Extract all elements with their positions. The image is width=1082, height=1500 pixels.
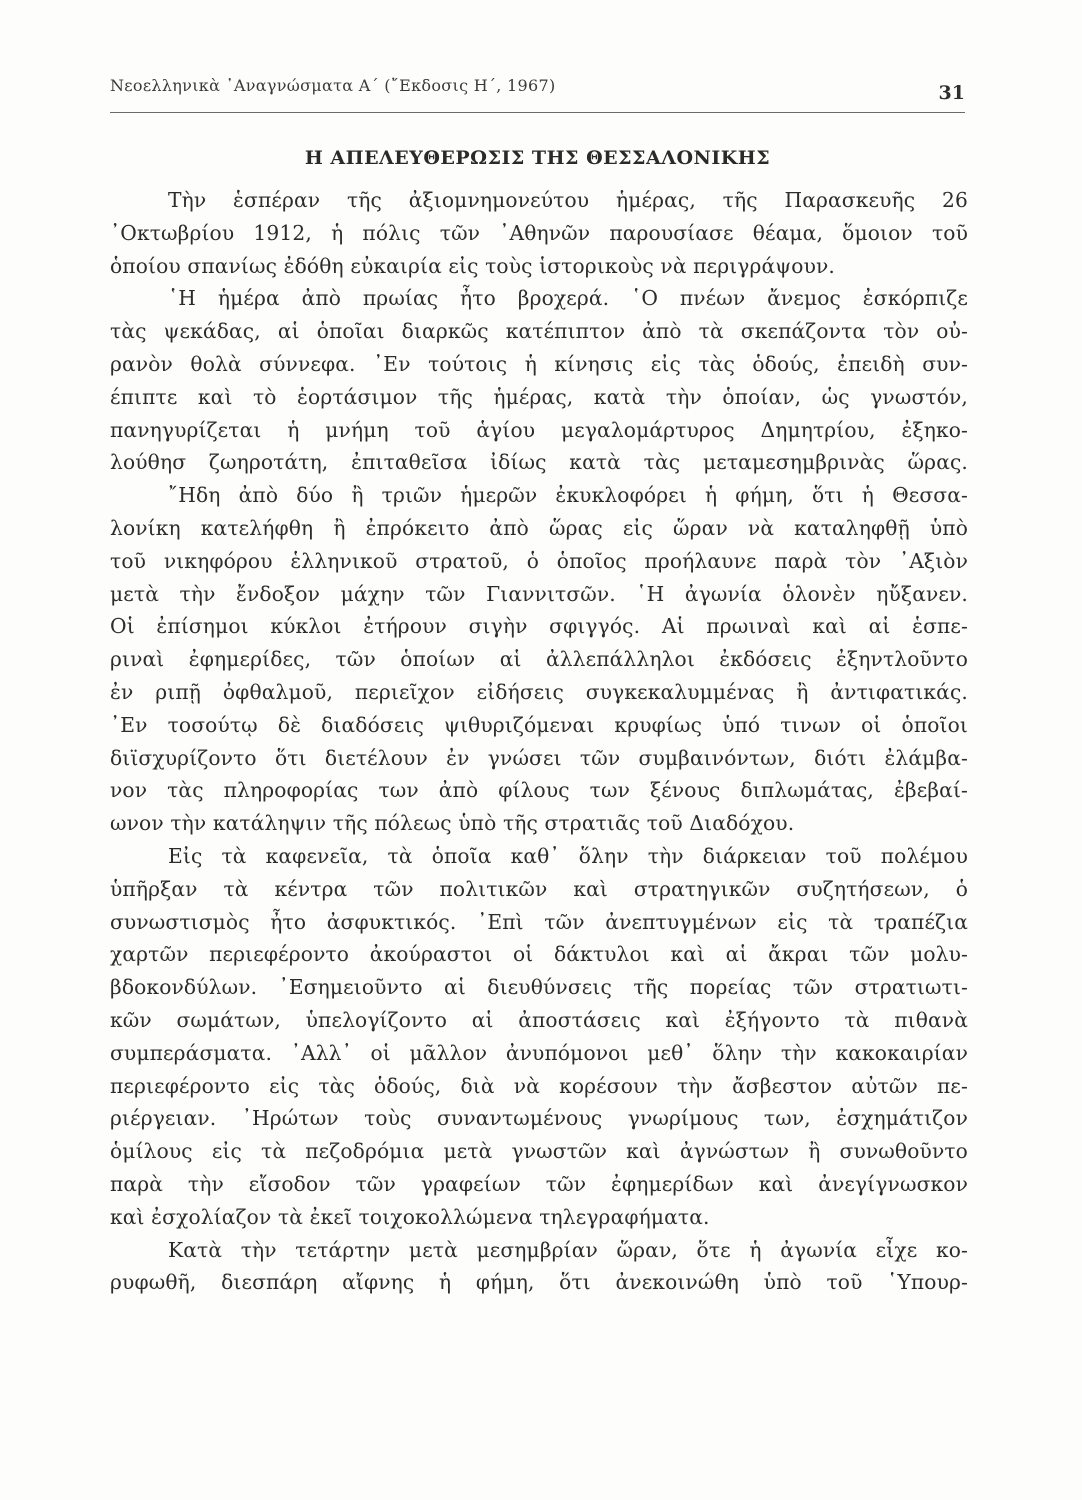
text-line: ῎Ηδη ἀπὸ δύο ἢ τριῶν ἡμερῶν ἐκυκλοφόρει ἡ φήμη, ὅτι ἡ Θεσσα- [168,483,968,508]
text-line: ρανὸν θολὰ σύννεφα. ᾿Εν τούτοις ἡ κίνησις εἰς τὰς ὁδούς, ἐπειδὴ συν- [110,351,968,376]
text-line: κῶν σωμάτων, ὑπελογίζοντο αἱ ἀποστάσεις καὶ ἐξήγοντο τὰ πιθανὰ [110,1007,968,1032]
text-line: ὑπῆρξαν τὰ κέντρα τῶν πολιτικῶν καὶ στρατηγικῶν συζητήσεων, ὁ [110,876,968,901]
text-line: ρυφωθῆ, διεσπάρη αἴφνης ἡ φήμη, ὅτι ἀνεκοινώθη ὑπὸ τοῦ ῾Υπουρ- [110,1270,968,1295]
text-line: ὁμίλους εἰς τὰ πεζοδρόμια μετὰ γνωστῶν καὶ ἀγνώστων ἢ συνωθοῦντο [110,1139,968,1164]
running-title: Νεοελληνικὰ ᾿Αναγνώσματα Α΄ (῎Εκδοσις Η΄, 1967) [110,76,556,95]
article-body [110,184,968,1299]
text-line: περιεφέροντο εἰς τὰς ὁδούς, διὰ νὰ κορέσουν τὴν ἄσβεστον αὐτῶν πε- [110,1073,968,1098]
text-line: παρὰ τὴν εἴσοδον τῶν γραφείων τῶν ἐφημερίδων καὶ ἀνεγίγνωσκον [110,1171,968,1196]
text-line: ᾿Εν τοσούτῳ δὲ διαδόσεις ψιθυριζόμεναι κρυφίως ὑπό τινων οἱ ὁποῖοι [110,712,968,737]
text-line: ριναὶ ἐφημερίδες, τῶν ὁποίων αἱ ἀλλεπάλληλοι ἐκδόσεις ἐξηντλοῦντο [110,647,968,672]
text-line: μετὰ τὴν ἔνδοξον μάχην τῶν Γιαννιτσῶν. ῾Η ἀγωνία ὁλονὲν ηὔξανεν. [110,581,968,606]
text-line: διϊσχυρίζοντο ὅτι διετέλουν ἐν γνώσει τῶν συμβαινόντων, διότι ἐλάμβα- [110,745,968,770]
text-line: ὁποίου σπανίως ἐδόθη εὐκαιρία εἰς τοὺς ἱστορικοὺς νὰ περιγράψουν. [110,253,835,278]
text-line: έπιπτε καὶ τὸ ἑορτάσιμον τῆς ἡμέρας, κατὰ τὴν ὁποίαν, ὡς γνωστόν, [110,384,968,409]
text-line: λονίκη κατελήφθη ἢ ἐπρόκειτο ἀπὸ ὥρας εἰς ὥραν νὰ καταληφθῇ ὑπὸ [110,515,968,540]
text-line: τὰς ψεκάδας, αἱ ὁποῖαι διαρκῶς κατέπιπτον ἀπὸ τὰ σκεπάζοντα τὸν οὐ- [110,319,968,344]
text-line: λούθησ ζωηροτάτη, ἐπιταθεῖσα ἰδίως κατὰ τὰς μεταμεσημβρινὰς ὥρας. [110,450,968,475]
text-line: τοῦ νικηφόρου ἑλληνικοῦ στρατοῦ, ὁ ὁποῖος προήλαυνε παρὰ τὸν ᾿Αξιὸν [110,548,968,573]
text-line: ᾿Οκτωβρίου 1912, ἡ πόλις τῶν ᾿Αθηνῶν παρουσίασε θέαμα, ὅμοιον τοῦ [110,220,968,245]
text-line: Οἱ ἐπίσημοι κύκλοι ἐτήρουν σιγὴν σφιγγός. Αἱ πρωιναὶ καὶ αἱ ἑσπε- [110,614,968,639]
header-rule [110,112,965,113]
text-line: Κατὰ τὴν τετάρτην μετὰ μεσημβρίαν ὥραν, ὅτε ἡ ἀγωνία εἶχε κο- [168,1237,968,1262]
text-line: ωνον τὴν κατάληψιν τῆς πόλεως ὑπὸ τῆς στρατιᾶς τοῦ Διαδόχου. [110,811,795,836]
text-line: νον τὰς πληροφορίας των ἀπὸ φίλους των ξένους διπλωμάτας, ἐβεβαί- [110,778,968,803]
text-line: ριέργειαν. ᾿Ηρώτων τοὺς συναντωμένους γνωρίμους των, ἐσχημάτιζον [110,1106,968,1131]
running-header [110,72,965,102]
text-line: Εἰς τὰ καφενεῖα, τὰ ὁποῖα καθ᾿ ὅλην τὴν διάρκειαν τοῦ πολέμου [168,843,968,868]
text-line: καὶ ἐσχολίαζον τὰ ἐκεῖ τοιχοκολλώμενα τηλεγραφήματα. [110,1204,710,1229]
text-line: χαρτῶν περιεφέροντο ἀκούραστοι οἱ δάκτυλοι καὶ αἱ ἄκραι τῶν μολυ- [110,942,968,967]
text-line: ἐν ριπῇ ὀφθαλμοῦ, περιεῖχον εἰδήσεις συγκεκαλυμμένας ἢ ἀντιφατικάς. [110,679,968,704]
text-line: ῾Η ἡμέρα ἀπὸ πρωίας ἦτο βροχερά. ῾Ο πνέων ἄνεμος ἐσκόρπιζε [168,286,968,311]
text-line: συνωστισμὸς ἦτο ἀσφυκτικός. ᾿Επὶ τῶν ἀνεπτυγμένων εἰς τὰ τραπέζια [110,909,968,934]
article-title: Η ΑΠΕΛΕΥΘΕΡΩΣΙΣ ΤΗΣ ΘΕΣΣΑΛΟΝΙΚΗΣ [304,147,771,169]
text-line: συμπεράσματα. ᾿Αλλ᾿ οἱ μᾶλλον ἀνυπόμονοι μεθ᾿ ὅλην τὴν κακοκαιρίαν [110,1040,968,1065]
text-line: Τὴν ἑσπέραν τῆς ἀξιομνημονεύτου ἡμέρας, τῆς Παρασκευῆς 26 [168,188,968,212]
text-line: βδοκονδύλων. ᾿Εσημειοῦντο αἱ διευθύνσεις τῆς πορείας τῶν στρατιωτι- [110,975,968,1000]
page-number: 31 [938,82,965,104]
text-line: πανηγυρίζεται ἡ μνήμη τοῦ ἁγίου μεγαλομάρτυρος Δημητρίου, ἐξηκο- [110,417,968,442]
